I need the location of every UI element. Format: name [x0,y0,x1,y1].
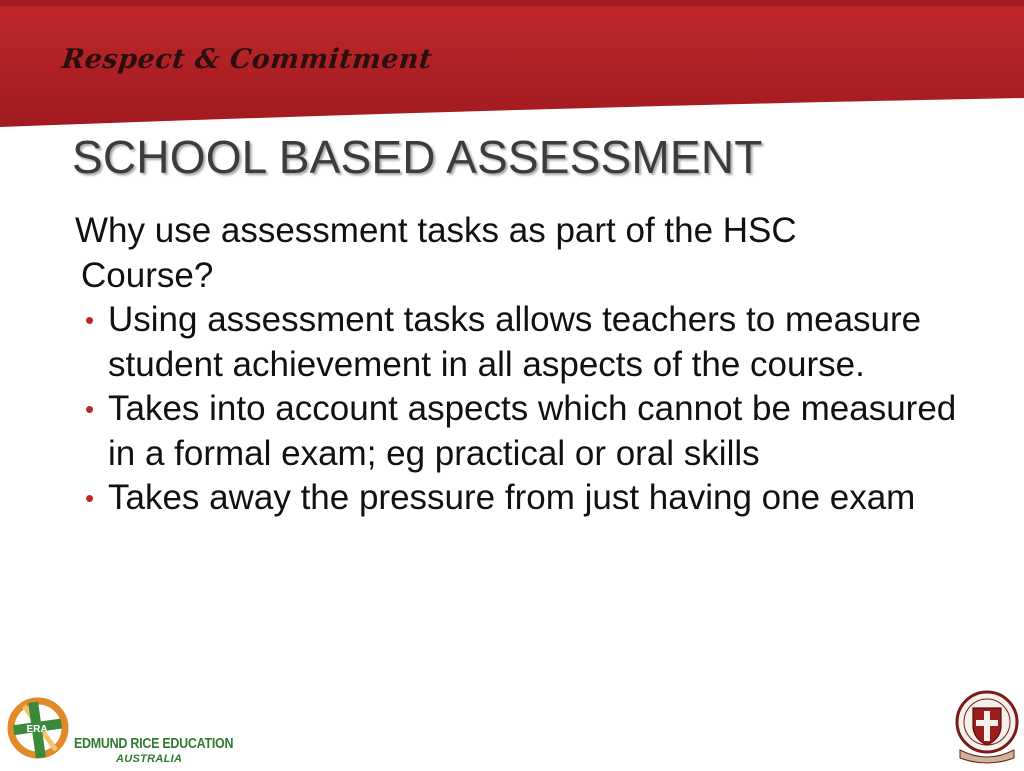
bullet-list [75,298,975,521]
slide-body [75,209,975,521]
tagline: Respect & Commitment [60,44,434,75]
org-country: AUSTRALIA [116,753,183,765]
bullet-item [75,387,975,476]
question-line-2: Course? [81,255,214,295]
slide-title: SCHOOL BASED ASSESSMENT [72,131,763,183]
question-text [75,209,975,298]
bullet-dot: • [85,394,95,424]
bullet-text: Takes away the pressure from just having one exam [108,478,916,517]
crest-shield-icon [954,686,1020,766]
bullet-dot: • [85,305,95,335]
bullet-text: Takes into account aspects which cannot be measured in a formal exam; eg practical or oral skills [108,389,957,473]
bullet-item [75,476,975,521]
logo-initials: ERA [26,724,48,735]
org-name: EDMUND RICE EDUCATION [74,736,234,752]
edmund-rice-logo [4,692,234,764]
bullet-item [75,298,975,387]
school-crest-icon [954,686,1020,766]
bullet-dot: • [85,483,95,513]
header-banner [0,0,1024,128]
bullet-text: Using assessment tasks allows teachers to measure student achievement in all aspects of the course. [108,300,922,384]
question-line-1: Why use assessment tasks as part of the HSC [75,211,797,250]
edmund-rice-emblem-icon [4,692,76,764]
